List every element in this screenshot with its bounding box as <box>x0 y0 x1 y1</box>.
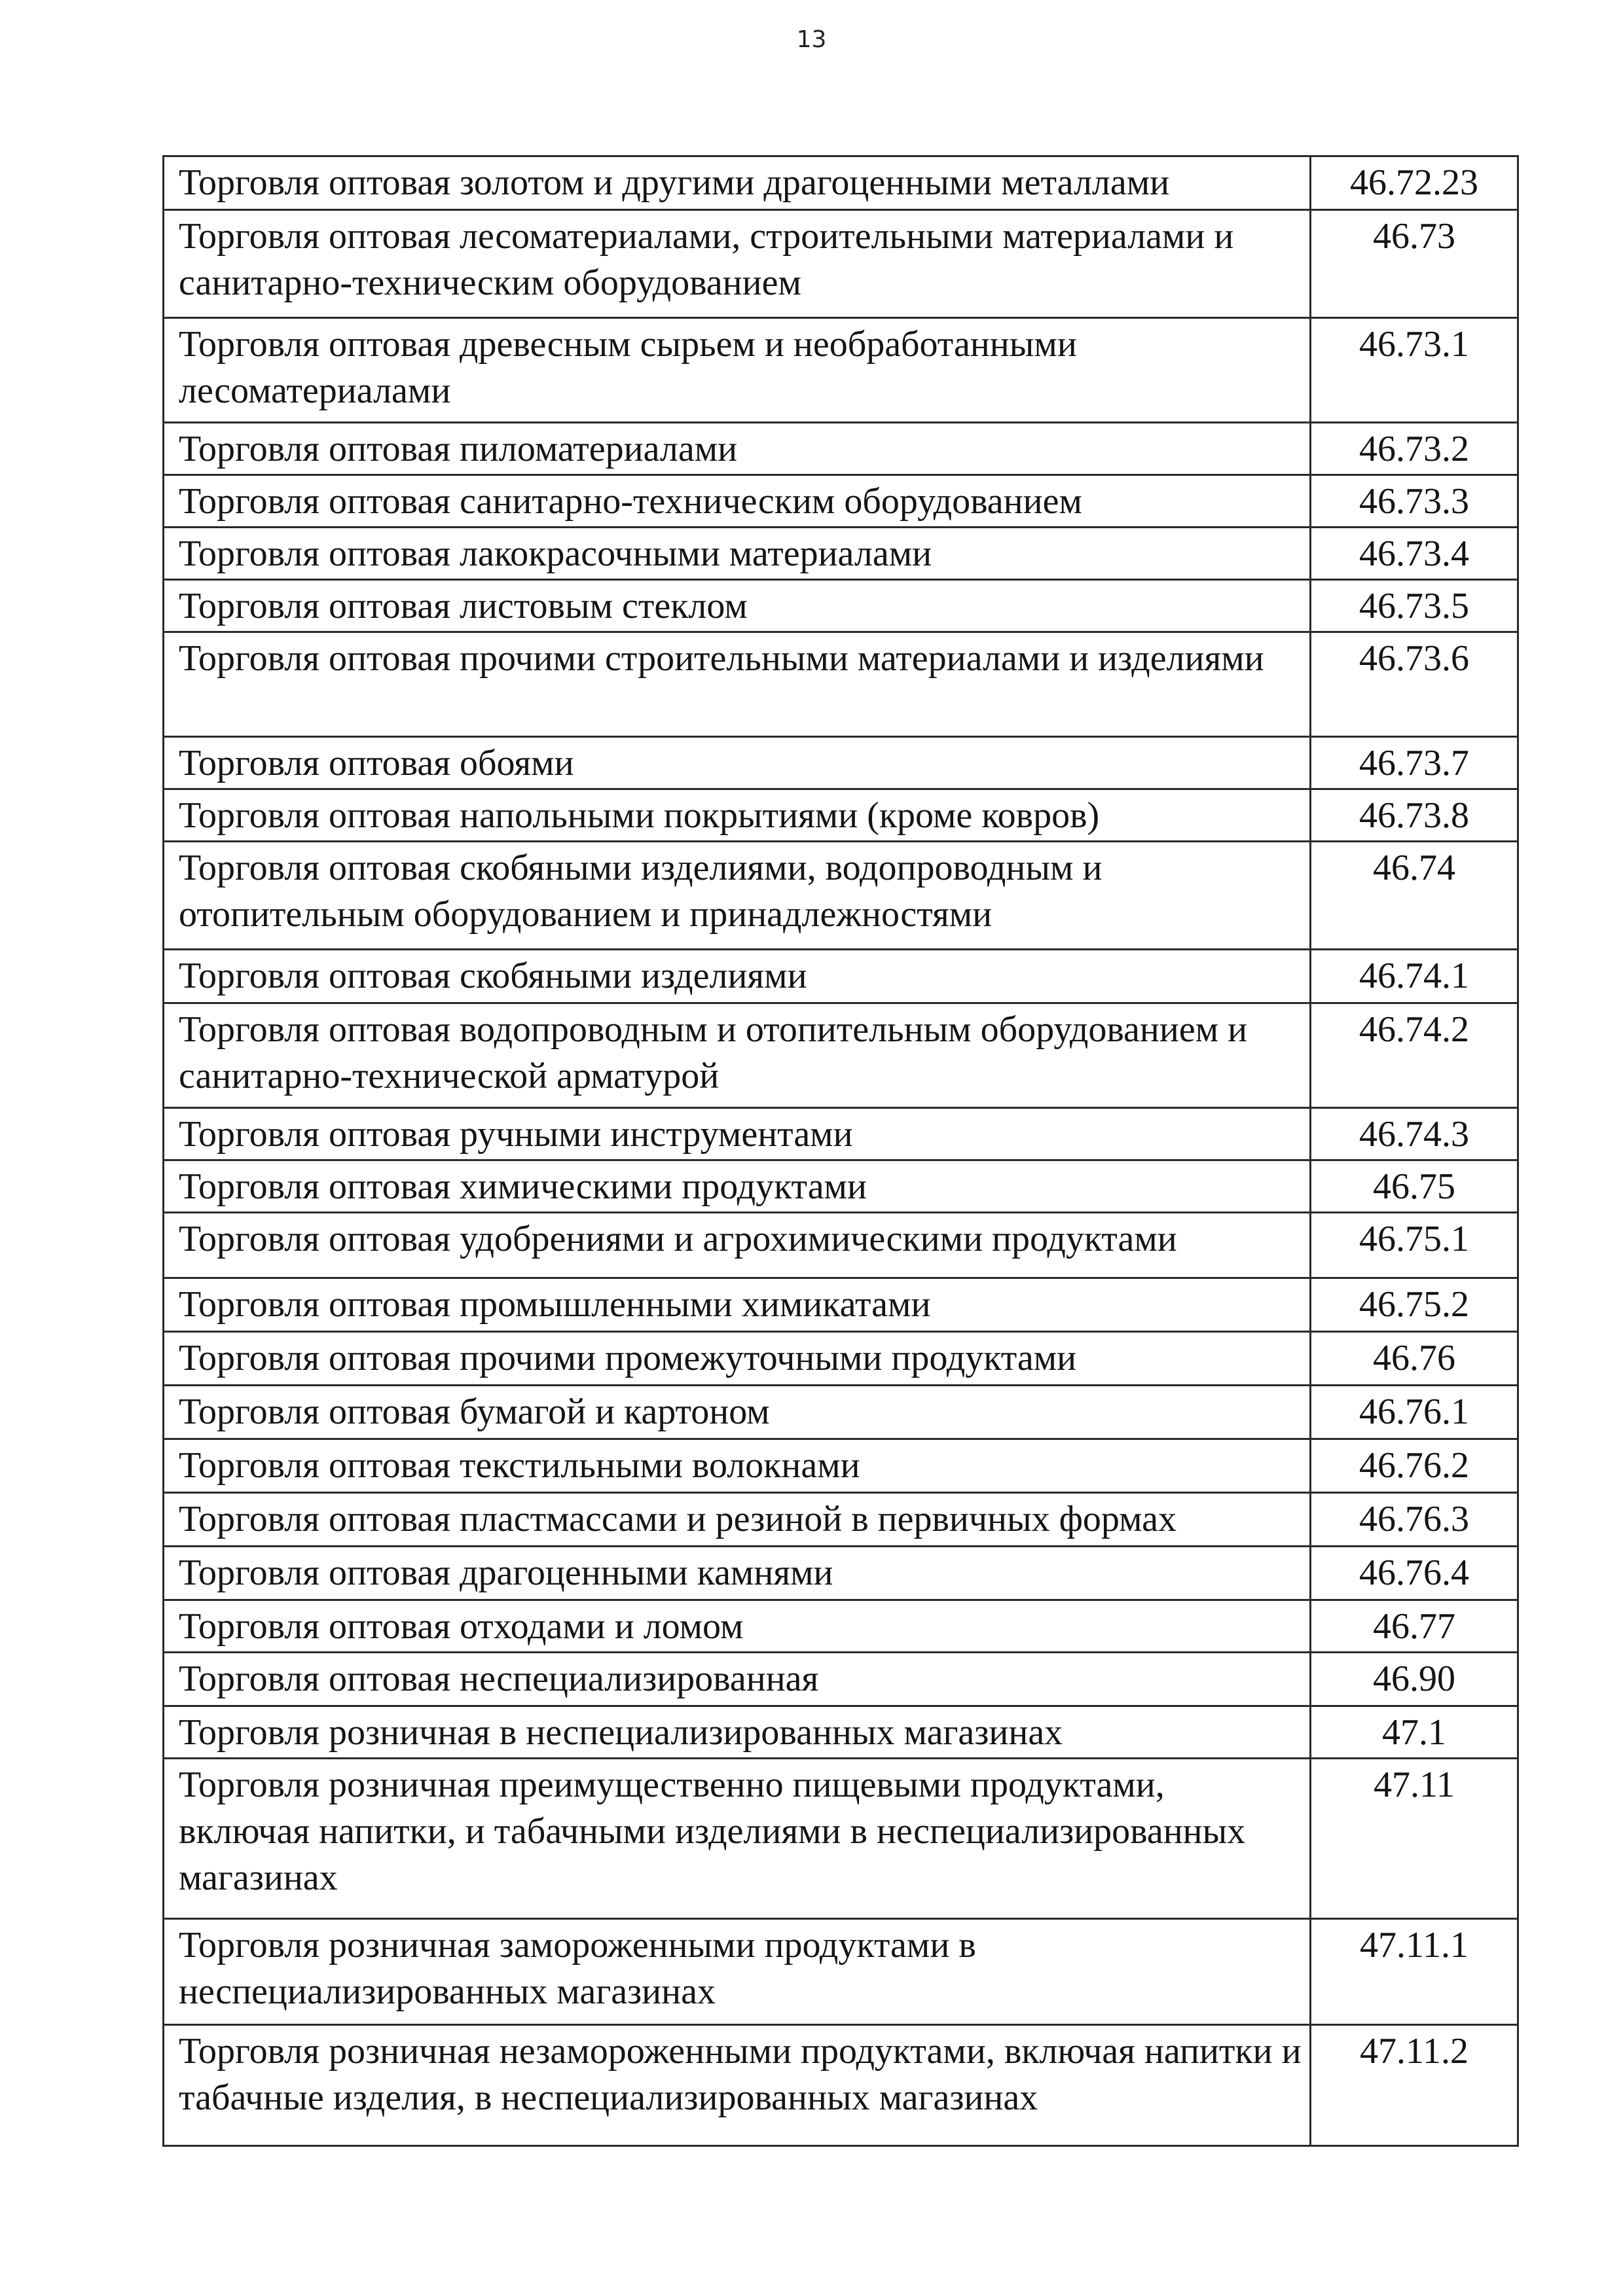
table-row <box>164 156 1518 210</box>
activity-code: 46.76.1 <box>1311 1386 1518 1439</box>
table-row <box>164 1386 1518 1439</box>
table-row <box>164 528 1518 580</box>
activity-description: Торговля оптовая санитарно-техническим оборудованием <box>164 475 1311 528</box>
table-row <box>164 475 1518 528</box>
activity-description: Торговля оптовая лакокрасочными материалами <box>164 528 1311 580</box>
activity-description: Торговля оптовая прочими строительными материалами и изделиями <box>164 632 1311 737</box>
table-row <box>164 1759 1518 1919</box>
table-row <box>164 1213 1518 1278</box>
activity-description: Торговля оптовая драгоценными камнями <box>164 1547 1311 1600</box>
activity-code: 46.74.3 <box>1311 1108 1518 1160</box>
activity-code: 46.73.4 <box>1311 528 1518 580</box>
activity-code: 47.11.2 <box>1311 2025 1518 2146</box>
activity-code: 46.74 <box>1311 842 1518 950</box>
activity-description: Торговля розничная замороженными продуктами в неспециализированных магазинах <box>164 1919 1311 2025</box>
activity-code: 46.76.2 <box>1311 1439 1518 1493</box>
table-row <box>164 1108 1518 1160</box>
activity-description: Торговля оптовая удобрениями и агрохимическими продуктами <box>164 1213 1311 1278</box>
activity-description: Торговля оптовая бумагой и картоном <box>164 1386 1311 1439</box>
activity-code: 46.73.8 <box>1311 789 1518 842</box>
table-row <box>164 950 1518 1003</box>
activity-description: Торговля розничная незамороженными продуктами, включая напитки и табачные изделия, в неспециализированных магазинах <box>164 2025 1311 2146</box>
activity-description: Торговля оптовая скобяными изделиями <box>164 950 1311 1003</box>
activity-description: Торговля розничная преимущественно пищевыми продуктами, включая напитки, и табачными изделиями в неспециализированных магазинах <box>164 1759 1311 1919</box>
activity-code: 46.74.1 <box>1311 950 1518 1003</box>
table-row <box>164 1600 1518 1653</box>
activity-description: Торговля оптовая прочими промежуточными продуктами <box>164 1332 1311 1386</box>
activity-code: 47.11.1 <box>1311 1919 1518 2025</box>
activity-code: 46.73.2 <box>1311 423 1518 475</box>
activity-description: Торговля оптовая химическими продуктами <box>164 1160 1311 1213</box>
table-row <box>164 632 1518 737</box>
activity-code: 46.75.1 <box>1311 1213 1518 1278</box>
activity-code: 47.11 <box>1311 1759 1518 1919</box>
table-row <box>164 423 1518 475</box>
table-row <box>164 1653 1518 1706</box>
table-row <box>164 580 1518 632</box>
activity-description: Торговля оптовая древесным сырьем и необработанными лесоматериалами <box>164 318 1311 423</box>
activity-description: Торговля розничная в неспециализированных магазинах <box>164 1706 1311 1759</box>
table-row <box>164 1160 1518 1213</box>
activity-code: 46.73.7 <box>1311 737 1518 789</box>
activity-code: 46.77 <box>1311 1600 1518 1653</box>
activity-description: Торговля оптовая водопроводным и отопительным оборудованием и санитарно-технической арматурой <box>164 1003 1311 1108</box>
activity-code: 46.90 <box>1311 1653 1518 1706</box>
activity-description: Торговля оптовая неспециализированная <box>164 1653 1311 1706</box>
table-row <box>164 1919 1518 2025</box>
activity-code: 47.1 <box>1311 1706 1518 1759</box>
table-row <box>164 1278 1518 1332</box>
table-row <box>164 1547 1518 1600</box>
activity-description: Торговля оптовая промышленными химикатами <box>164 1278 1311 1332</box>
page-number: 13 <box>796 26 827 53</box>
table-row <box>164 789 1518 842</box>
activity-code: 46.73.1 <box>1311 318 1518 423</box>
activity-description: Торговля оптовая лесоматериалами, строительными материалами и санитарно-техническим оборудованием <box>164 210 1311 318</box>
activity-code: 46.76.3 <box>1311 1493 1518 1547</box>
activity-code: 46.76 <box>1311 1332 1518 1386</box>
table-row <box>164 2025 1518 2146</box>
activity-description: Торговля оптовая отходами и ломом <box>164 1600 1311 1653</box>
table-row <box>164 842 1518 950</box>
table-row <box>164 1439 1518 1493</box>
table-row <box>164 1493 1518 1547</box>
activity-code: 46.75 <box>1311 1160 1518 1213</box>
activity-description: Торговля оптовая пиломатериалами <box>164 423 1311 475</box>
table-row <box>164 318 1518 423</box>
activity-description: Торговля оптовая текстильными волокнами <box>164 1439 1311 1493</box>
activity-description: Торговля оптовая обоями <box>164 737 1311 789</box>
activity-code: 46.76.4 <box>1311 1547 1518 1600</box>
table-row <box>164 1003 1518 1108</box>
activity-code: 46.75.2 <box>1311 1278 1518 1332</box>
activity-code: 46.73.6 <box>1311 632 1518 737</box>
activity-description: Торговля оптовая золотом и другими драгоценными металлами <box>164 156 1311 210</box>
table-row <box>164 1332 1518 1386</box>
activity-description: Торговля оптовая ручными инструментами <box>164 1108 1311 1160</box>
activity-code: 46.73.3 <box>1311 475 1518 528</box>
activity-description: Торговля оптовая напольными покрытиями (кроме ковров) <box>164 789 1311 842</box>
activity-description: Торговля оптовая листовым стеклом <box>164 580 1311 632</box>
activity-description: Торговля оптовая скобяными изделиями, водопроводным и отопительным оборудованием и принадлежностями <box>164 842 1311 950</box>
table-row <box>164 737 1518 789</box>
activity-code: 46.73 <box>1311 210 1518 318</box>
table-row <box>164 1706 1518 1759</box>
activity-code: 46.72.23 <box>1311 156 1518 210</box>
activity-description: Торговля оптовая пластмассами и резиной в первичных формах <box>164 1493 1311 1547</box>
table-row <box>164 210 1518 318</box>
activity-code: 46.74.2 <box>1311 1003 1518 1108</box>
activity-codes-table <box>162 155 1519 2147</box>
activity-code: 46.73.5 <box>1311 580 1518 632</box>
